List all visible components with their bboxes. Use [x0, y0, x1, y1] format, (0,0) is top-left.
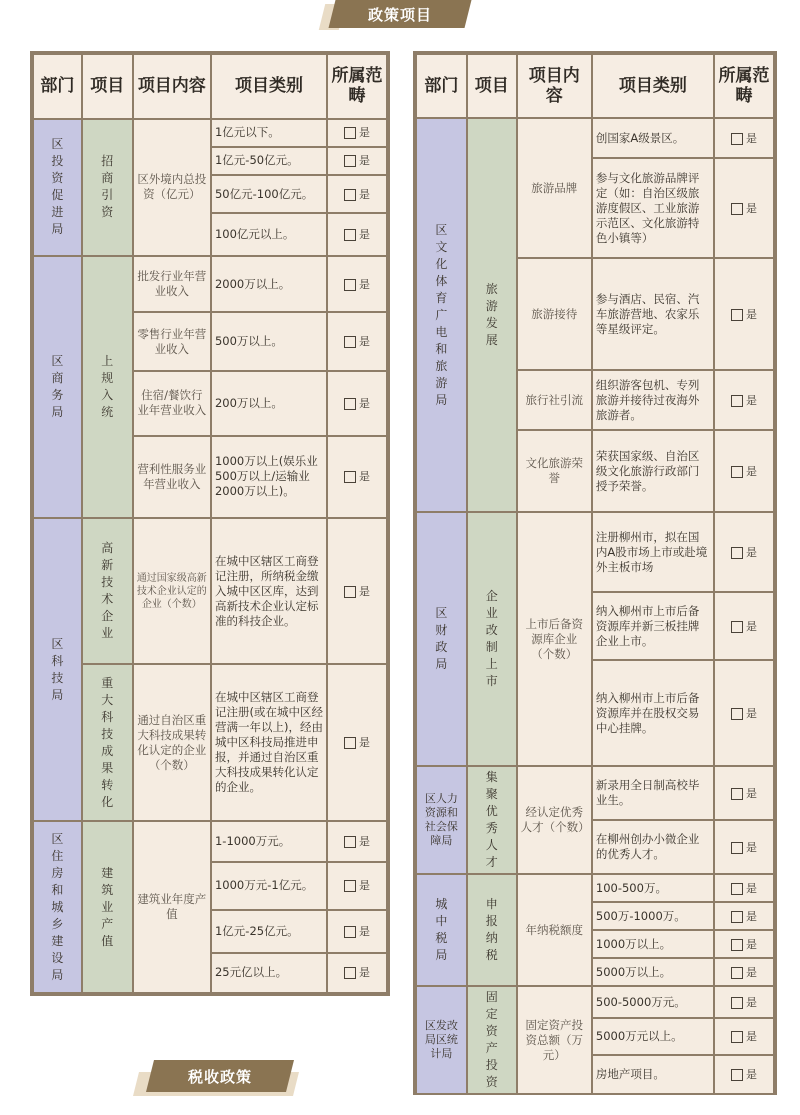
- header-scope: 所属范畴: [328, 55, 386, 118]
- item-commerce: 上规入统: [83, 257, 132, 517]
- header-dept: 部门: [34, 55, 81, 118]
- checkbox-icon[interactable]: [344, 586, 356, 598]
- content-cell: 旅游接待: [518, 259, 591, 369]
- scope-checkbox[interactable]: 是: [715, 821, 773, 873]
- scope-checkbox[interactable]: 是: [715, 119, 773, 157]
- scope-checkbox[interactable]: 是: [715, 159, 773, 257]
- scope-checkbox[interactable]: 是: [328, 911, 386, 951]
- category-cell: 在城中区辖区工商登记注册(或在城中区经营满一年以上)，经由城中区科技局推进申报，并通过自治区重大科技成果转化认定的企业。: [212, 665, 326, 821]
- scope-checkbox[interactable]: 是: [328, 257, 386, 312]
- header-category: 项目类别: [593, 55, 713, 117]
- dept-commerce: 区商务局: [34, 257, 81, 517]
- scope-checkbox[interactable]: 是: [715, 767, 773, 819]
- checkbox-icon[interactable]: [731, 997, 743, 1009]
- checkbox-icon[interactable]: [344, 836, 356, 848]
- scope-checkbox[interactable]: 是: [715, 987, 773, 1017]
- scope-checkbox[interactable]: 是: [715, 593, 773, 659]
- scope-checkbox[interactable]: 是: [715, 1019, 773, 1054]
- banner-title: 税收政策: [187, 1067, 252, 1086]
- item-investment: 招商引资: [83, 120, 132, 255]
- dept-development-reform: 区发改局区统计局: [417, 987, 466, 1093]
- checkbox-icon[interactable]: [731, 466, 743, 478]
- tax-policy-banner: [150, 1060, 290, 1092]
- category-cell: 25元亿以上。: [212, 954, 326, 993]
- content-cell: 旅行社引流: [518, 371, 591, 429]
- checkbox-icon[interactable]: [344, 336, 356, 348]
- checkbox-icon[interactable]: [731, 621, 743, 633]
- scope-checkbox[interactable]: 是: [328, 519, 386, 662]
- category-cell: 500万以上。: [212, 313, 326, 370]
- header-category: 项目类别: [212, 55, 326, 118]
- content-investment: 区外境内总投资（亿元）: [134, 120, 210, 255]
- scope-checkbox[interactable]: 是: [715, 1056, 773, 1093]
- header-scope: 所属范畴: [715, 55, 773, 117]
- scope-checkbox[interactable]: 是: [715, 661, 773, 765]
- checkbox-icon[interactable]: [731, 883, 743, 895]
- header-dept: 部门: [417, 55, 466, 117]
- content-talent: 经认定优秀人才（个数）: [518, 767, 591, 873]
- item-sci-tech-transfer: 重大科技成果转化: [83, 665, 132, 821]
- checkbox-icon[interactable]: [731, 309, 743, 321]
- item-listing: 企业改制上市: [468, 513, 516, 765]
- scope-checkbox[interactable]: 是: [715, 371, 773, 429]
- category-cell: 100-500万。: [593, 875, 713, 901]
- checkbox-icon[interactable]: [344, 967, 356, 979]
- category-cell: 1000万以上(娱乐业500万以上/运输业2000万以上)。: [212, 437, 326, 518]
- category-cell: 1亿元以下。: [212, 120, 326, 146]
- category-cell: 100亿元以上。: [212, 214, 326, 254]
- header-item: 项目: [83, 55, 132, 118]
- scope-checkbox[interactable]: 是: [328, 372, 386, 435]
- content-cell: 旅游品牌: [518, 119, 591, 257]
- scope-checkbox[interactable]: 是: [715, 931, 773, 957]
- checkbox-icon[interactable]: [344, 471, 356, 483]
- category-cell: 2000万以上。: [212, 257, 326, 312]
- checkbox-icon[interactable]: [344, 229, 356, 241]
- scope-checkbox[interactable]: 是: [328, 863, 386, 909]
- scope-checkbox[interactable]: 是: [328, 176, 386, 212]
- scope-checkbox[interactable]: 是: [328, 954, 386, 993]
- category-cell: 1亿元-25亿元。: [212, 911, 326, 951]
- checkbox-icon[interactable]: [731, 911, 743, 923]
- checkbox-icon[interactable]: [731, 939, 743, 951]
- content-listing: 上市后备资源库企业（个数）: [518, 513, 591, 765]
- category-cell: 纳入柳州市上市后备资源库并在股权交易中心挂牌。: [593, 661, 713, 765]
- scope-checkbox[interactable]: 是: [328, 148, 386, 174]
- scope-checkbox[interactable]: 是: [715, 259, 773, 369]
- category-cell: 组织游客包机、专列旅游并接待过夜海外旅游者。: [593, 371, 713, 429]
- category-cell: 纳入柳州市上市后备资源库并新三板挂牌企业上市。: [593, 593, 713, 659]
- scope-checkbox[interactable]: 是: [715, 903, 773, 929]
- checkbox-icon[interactable]: [731, 547, 743, 559]
- scope-checkbox[interactable]: 是: [328, 313, 386, 370]
- category-cell: 创国家A级景区。: [593, 119, 713, 157]
- header-content: 项目内容: [134, 55, 210, 118]
- category-cell: 房地产项目。: [593, 1056, 713, 1093]
- category-cell: 1亿元-50亿元。: [212, 148, 326, 174]
- header-item: 项目: [468, 55, 516, 117]
- policy-items-banner: [332, 0, 468, 28]
- category-cell: 500万-1000万。: [593, 903, 713, 929]
- content-fixed-assets: 固定资产投资总额（万元）: [518, 987, 591, 1093]
- item-tax-filing: 申报纳税: [468, 875, 516, 985]
- checkbox-icon[interactable]: [731, 395, 743, 407]
- content-cell: 批发行业年营业收入: [134, 257, 210, 312]
- checkbox-icon[interactable]: [731, 788, 743, 800]
- checkbox-icon[interactable]: [344, 127, 356, 139]
- checkbox-icon[interactable]: [344, 279, 356, 291]
- content-cell: 通过国家级高新技术企业认定的企业（个数）: [134, 519, 210, 662]
- checkbox-icon[interactable]: [344, 398, 356, 410]
- checkbox-icon[interactable]: [731, 842, 743, 854]
- scope-checkbox[interactable]: 是: [328, 120, 386, 146]
- checkbox-icon[interactable]: [344, 189, 356, 201]
- content-cell: 文化旅游荣誉: [518, 431, 591, 511]
- content-cell: 零售行业年营业收入: [134, 313, 210, 370]
- category-cell: 5000万元以上。: [593, 1019, 713, 1054]
- dept-tax: 城中税局: [417, 875, 466, 985]
- content-cell: 营利性服务业年营业收入: [134, 437, 210, 518]
- content-tax: 年纳税额度: [518, 875, 591, 985]
- checkbox-icon[interactable]: [731, 1069, 743, 1081]
- item-tourism: 旅游发展: [468, 119, 516, 511]
- category-cell: 在城中区辖区工商登记注册，所纳税金缴入城中区区库，达到高新技术企业认定标准的科技企业。: [212, 519, 326, 662]
- scope-checkbox[interactable]: 是: [328, 822, 386, 860]
- scope-checkbox[interactable]: 是: [328, 437, 386, 518]
- item-hightech: 高新技术企业: [83, 519, 132, 662]
- dept-investment: 区投资促进局: [34, 120, 81, 255]
- content-cell: 住宿/餐饮行业年营业收入: [134, 372, 210, 435]
- item-construction: 建筑业产值: [83, 822, 132, 992]
- dept-technology: 区科技局: [34, 519, 81, 820]
- content-cell: 通过自治区重大科技成果转化认定的企业（个数）: [134, 665, 210, 821]
- checkbox-icon[interactable]: [731, 1031, 743, 1043]
- dept-human-resources: 区人力资源和社会保障局: [417, 767, 466, 873]
- dept-culture-tourism: 区文化体育广电和旅游局: [417, 119, 466, 511]
- scope-checkbox[interactable]: 是: [715, 875, 773, 901]
- item-fixed-assets: 固定资产投资: [468, 987, 516, 1093]
- checkbox-icon[interactable]: [731, 133, 743, 145]
- left-policy-table: [30, 51, 390, 996]
- scope-checkbox[interactable]: 是: [328, 665, 386, 821]
- category-cell: 50亿元-100亿元。: [212, 176, 326, 212]
- right-policy-table: [413, 51, 777, 1095]
- checkbox-icon[interactable]: [344, 926, 356, 938]
- checkbox-icon[interactable]: [344, 737, 356, 749]
- category-cell: 500-5000万元。: [593, 987, 713, 1017]
- category-cell: 参与文化旅游品牌评定（如：自治区级旅游度假区、工业旅游示范区、文化旅游特色小镇等）: [593, 159, 713, 257]
- category-cell: 1000万以上。: [593, 931, 713, 957]
- dept-finance: 区财政局: [417, 513, 466, 765]
- header-content: 项目内容: [518, 55, 591, 117]
- scope-checkbox[interactable]: 是: [328, 214, 386, 254]
- checkbox-icon[interactable]: [344, 880, 356, 892]
- item-talent: 集聚优秀人才: [468, 767, 516, 873]
- category-cell: 新录用全日制高校毕业生。: [593, 767, 713, 819]
- category-cell: 5000万以上。: [593, 959, 713, 985]
- category-cell: 200万以上。: [212, 372, 326, 435]
- banner-title: 政策项目: [367, 5, 432, 24]
- dept-housing: 区住房和城乡建设局: [34, 822, 81, 992]
- category-cell: 注册柳州市，拟在国内A股市场上市或赴境外主板市场: [593, 513, 713, 591]
- scope-checkbox[interactable]: 是: [715, 513, 773, 591]
- category-cell: 1000万元-1亿元。: [212, 863, 326, 909]
- content-construction: 建筑业年度产值: [134, 822, 210, 992]
- checkbox-icon[interactable]: [344, 155, 356, 167]
- checkbox-icon[interactable]: [731, 708, 743, 720]
- category-cell: 在柳州创办小微企业的优秀人才。: [593, 821, 713, 873]
- scope-checkbox[interactable]: 是: [715, 431, 773, 511]
- checkbox-icon[interactable]: [731, 203, 743, 215]
- category-cell: 1-1000万元。: [212, 822, 326, 860]
- category-cell: 荣获国家级、自治区级文化旅游行政部门授予荣誉。: [593, 431, 713, 511]
- scope-checkbox[interactable]: 是: [715, 959, 773, 985]
- checkbox-icon[interactable]: [731, 967, 743, 979]
- category-cell: 参与酒店、民宿、汽车旅游营地、农家乐等星级评定。: [593, 259, 713, 369]
